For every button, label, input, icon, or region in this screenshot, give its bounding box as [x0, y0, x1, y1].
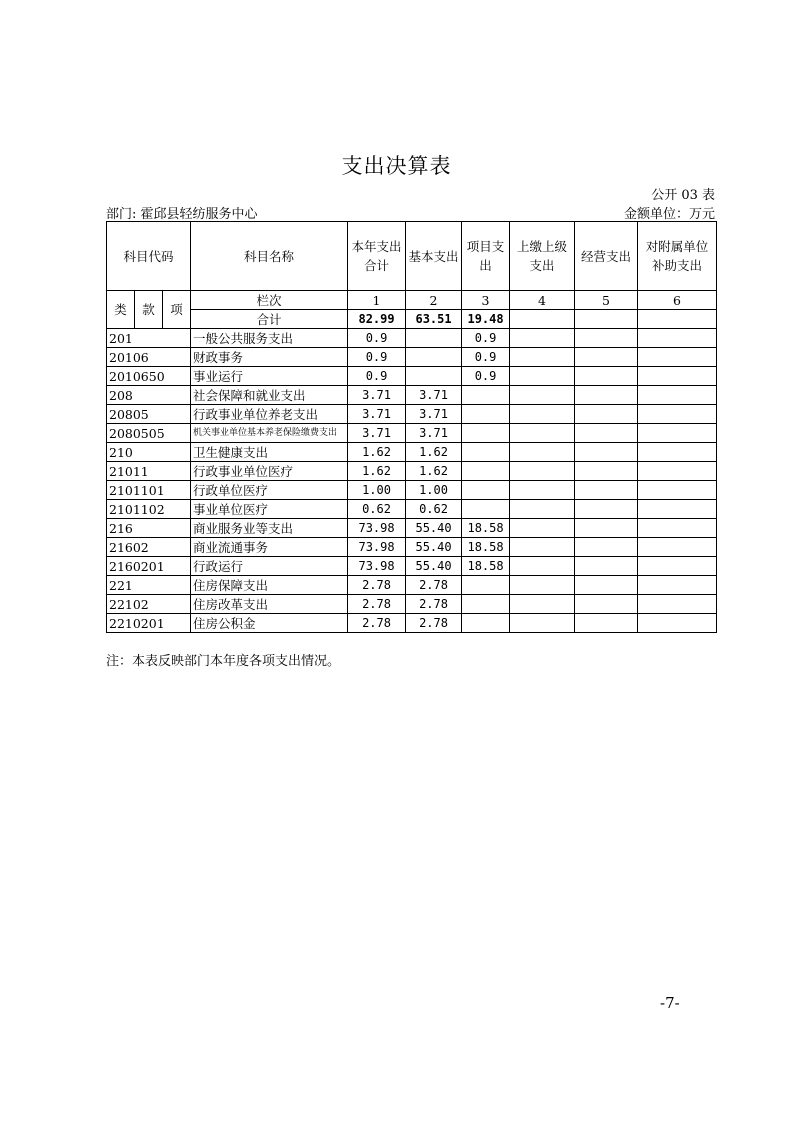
row-total: 1.00: [348, 481, 406, 500]
row-total: 73.98: [348, 519, 406, 538]
header-upper: 上缴上级支出: [510, 222, 575, 291]
row-project: 18.58: [462, 557, 510, 576]
row-subsidy: [638, 595, 717, 614]
header-project: 项目支出: [462, 222, 510, 291]
row-code: 2160201: [107, 557, 191, 576]
row-project: [462, 462, 510, 481]
row-business: [575, 443, 638, 462]
row-total: 73.98: [348, 538, 406, 557]
row-upper: [510, 557, 575, 576]
row-basic: 2.78: [406, 614, 462, 633]
total-c1: 82.99: [348, 310, 406, 329]
row-subsidy: [638, 424, 717, 443]
row-name: 商业流通事务: [191, 538, 348, 557]
row-business: [575, 424, 638, 443]
expenditure-table: [106, 221, 717, 633]
row-code: 2101102: [107, 500, 191, 519]
row-total: 3.71: [348, 405, 406, 424]
col-num-6: 6: [638, 291, 717, 310]
table-row: [107, 557, 717, 576]
row-upper: [510, 367, 575, 386]
row-subsidy: [638, 348, 717, 367]
row-upper: [510, 329, 575, 348]
row-basic: 55.40: [406, 538, 462, 557]
row-subsidy: [638, 576, 717, 595]
header-subsidy: 对附属单位补助支出: [638, 222, 717, 291]
row-basic: 2.78: [406, 595, 462, 614]
col-num-1: 1: [348, 291, 406, 310]
page-title: 支出决算表: [341, 154, 452, 178]
row-upper: [510, 614, 575, 633]
row-project: [462, 405, 510, 424]
row-subsidy: [638, 481, 717, 500]
row-subsidy: [638, 500, 717, 519]
row-name: 卫生健康支出: [191, 443, 348, 462]
row-upper: [510, 443, 575, 462]
row-total: 1.62: [348, 462, 406, 481]
row-business: [575, 405, 638, 424]
row-project: [462, 481, 510, 500]
row-total: 2.78: [348, 614, 406, 633]
row-total: 73.98: [348, 557, 406, 576]
row-project: [462, 500, 510, 519]
row-basic: 1.00: [406, 481, 462, 500]
row-code: 221: [107, 576, 191, 595]
row-name: 事业单位医疗: [191, 500, 348, 519]
row-name: 财政事务: [191, 348, 348, 367]
row-code: 2080505: [107, 424, 191, 443]
row-name: 一般公共服务支出: [191, 329, 348, 348]
row-project: 0.9: [462, 367, 510, 386]
table-row: [107, 595, 717, 614]
row-project: 18.58: [462, 538, 510, 557]
unit-label: 金额单位：万元: [623, 207, 715, 222]
row-business: [575, 481, 638, 500]
header-kuan: 款: [135, 291, 163, 329]
row-subsidy: [638, 405, 717, 424]
row-business: [575, 519, 638, 538]
row-code: 2210201: [107, 614, 191, 633]
row-basic: [406, 367, 462, 386]
row-name: 行政运行: [191, 557, 348, 576]
table-row: [107, 462, 717, 481]
department-label: 部门: 霍邱县轻纺服务中心: [106, 207, 258, 222]
row-name: 行政事业单位养老支出: [191, 405, 348, 424]
row-upper: [510, 386, 575, 405]
row-project: [462, 595, 510, 614]
row-project: [462, 443, 510, 462]
row-name: 住房保障支出: [191, 576, 348, 595]
col-num-3: 3: [462, 291, 510, 310]
row-project: 0.9: [462, 329, 510, 348]
table-row: [107, 538, 717, 557]
header-total: 本年支出合计: [348, 222, 406, 291]
column-number-row: [107, 291, 717, 310]
row-upper: [510, 424, 575, 443]
row-name: 行政事业单位医疗: [191, 462, 348, 481]
row-code: 2010650: [107, 367, 191, 386]
total-label: 合计: [191, 310, 348, 329]
row-name: 住房改革支出: [191, 595, 348, 614]
footnote: 注：本表反映部门本年度各项支出情况。: [106, 654, 341, 669]
lanci-label: 栏次: [191, 291, 348, 310]
row-code: 201: [107, 329, 191, 348]
row-upper: [510, 481, 575, 500]
row-name: 住房公积金: [191, 614, 348, 633]
row-code: 216: [107, 519, 191, 538]
header-xiang: 项: [163, 291, 191, 329]
row-basic: 3.71: [406, 424, 462, 443]
table-row: [107, 405, 717, 424]
table-row: [107, 348, 717, 367]
row-basic: [406, 348, 462, 367]
table-row: [107, 386, 717, 405]
row-name: 社会保障和就业支出: [191, 386, 348, 405]
table-row: [107, 329, 717, 348]
header-lei: 类: [107, 291, 135, 329]
row-basic: 55.40: [406, 557, 462, 576]
row-code: 20805: [107, 405, 191, 424]
row-project: [462, 424, 510, 443]
row-business: [575, 595, 638, 614]
header-business: 经营支出: [575, 222, 638, 291]
row-business: [575, 500, 638, 519]
col-num-5: 5: [575, 291, 638, 310]
row-total: 0.9: [348, 329, 406, 348]
row-total: 2.78: [348, 576, 406, 595]
row-project: 0.9: [462, 348, 510, 367]
row-subsidy: [638, 557, 717, 576]
row-upper: [510, 462, 575, 481]
row-business: [575, 386, 638, 405]
header-row: [107, 222, 717, 291]
row-project: [462, 576, 510, 595]
row-total: 1.62: [348, 443, 406, 462]
row-business: [575, 367, 638, 386]
row-name: 机关事业单位基本养老保险缴费支出: [191, 424, 348, 443]
total-c3: 19.48: [462, 310, 510, 329]
row-basic: 1.62: [406, 443, 462, 462]
row-business: [575, 329, 638, 348]
table-row: [107, 481, 717, 500]
row-basic: 3.71: [406, 386, 462, 405]
row-basic: 55.40: [406, 519, 462, 538]
header-code: 科目代码: [107, 222, 191, 291]
row-subsidy: [638, 462, 717, 481]
row-upper: [510, 405, 575, 424]
table-row: [107, 576, 717, 595]
row-project: 18.58: [462, 519, 510, 538]
table-row: [107, 500, 717, 519]
row-code: 2101101: [107, 481, 191, 500]
total-c2: 63.51: [406, 310, 462, 329]
row-total: 0.9: [348, 348, 406, 367]
row-upper: [510, 576, 575, 595]
row-subsidy: [638, 367, 717, 386]
row-total: 2.78: [348, 595, 406, 614]
row-name: 事业运行: [191, 367, 348, 386]
row-basic: 2.78: [406, 576, 462, 595]
header-name: 科目名称: [191, 222, 348, 291]
row-name: 行政单位医疗: [191, 481, 348, 500]
table-row: [107, 424, 717, 443]
col-num-2: 2: [406, 291, 462, 310]
row-subsidy: [638, 519, 717, 538]
row-code: 20106: [107, 348, 191, 367]
row-subsidy: [638, 443, 717, 462]
row-subsidy: [638, 538, 717, 557]
row-basic: [406, 329, 462, 348]
row-basic: 0.62: [406, 500, 462, 519]
table-row: [107, 367, 717, 386]
row-business: [575, 576, 638, 595]
row-business: [575, 462, 638, 481]
row-upper: [510, 348, 575, 367]
row-basic: 1.62: [406, 462, 462, 481]
row-total: 0.9: [348, 367, 406, 386]
row-name: 商业服务业等支出: [191, 519, 348, 538]
col-num-4: 4: [510, 291, 575, 310]
row-upper: [510, 519, 575, 538]
table-row: [107, 614, 717, 633]
row-project: [462, 614, 510, 633]
row-code: 22102: [107, 595, 191, 614]
row-subsidy: [638, 386, 717, 405]
row-business: [575, 538, 638, 557]
row-code: 21602: [107, 538, 191, 557]
table-row: [107, 519, 717, 538]
header-basic: 基本支出: [406, 222, 462, 291]
row-business: [575, 614, 638, 633]
page-number: -7-: [660, 994, 680, 1012]
row-subsidy: [638, 614, 717, 633]
row-upper: [510, 595, 575, 614]
row-upper: [510, 500, 575, 519]
total-row: [107, 310, 717, 329]
row-total: 0.62: [348, 500, 406, 519]
row-upper: [510, 538, 575, 557]
table-id: 公开 03 表: [651, 188, 715, 203]
row-basic: 3.71: [406, 405, 462, 424]
row-business: [575, 348, 638, 367]
row-subsidy: [638, 329, 717, 348]
row-code: 208: [107, 386, 191, 405]
table-row: [107, 443, 717, 462]
row-business: [575, 557, 638, 576]
row-total: 3.71: [348, 386, 406, 405]
row-code: 21011: [107, 462, 191, 481]
row-project: [462, 386, 510, 405]
row-total: 3.71: [348, 424, 406, 443]
row-code: 210: [107, 443, 191, 462]
